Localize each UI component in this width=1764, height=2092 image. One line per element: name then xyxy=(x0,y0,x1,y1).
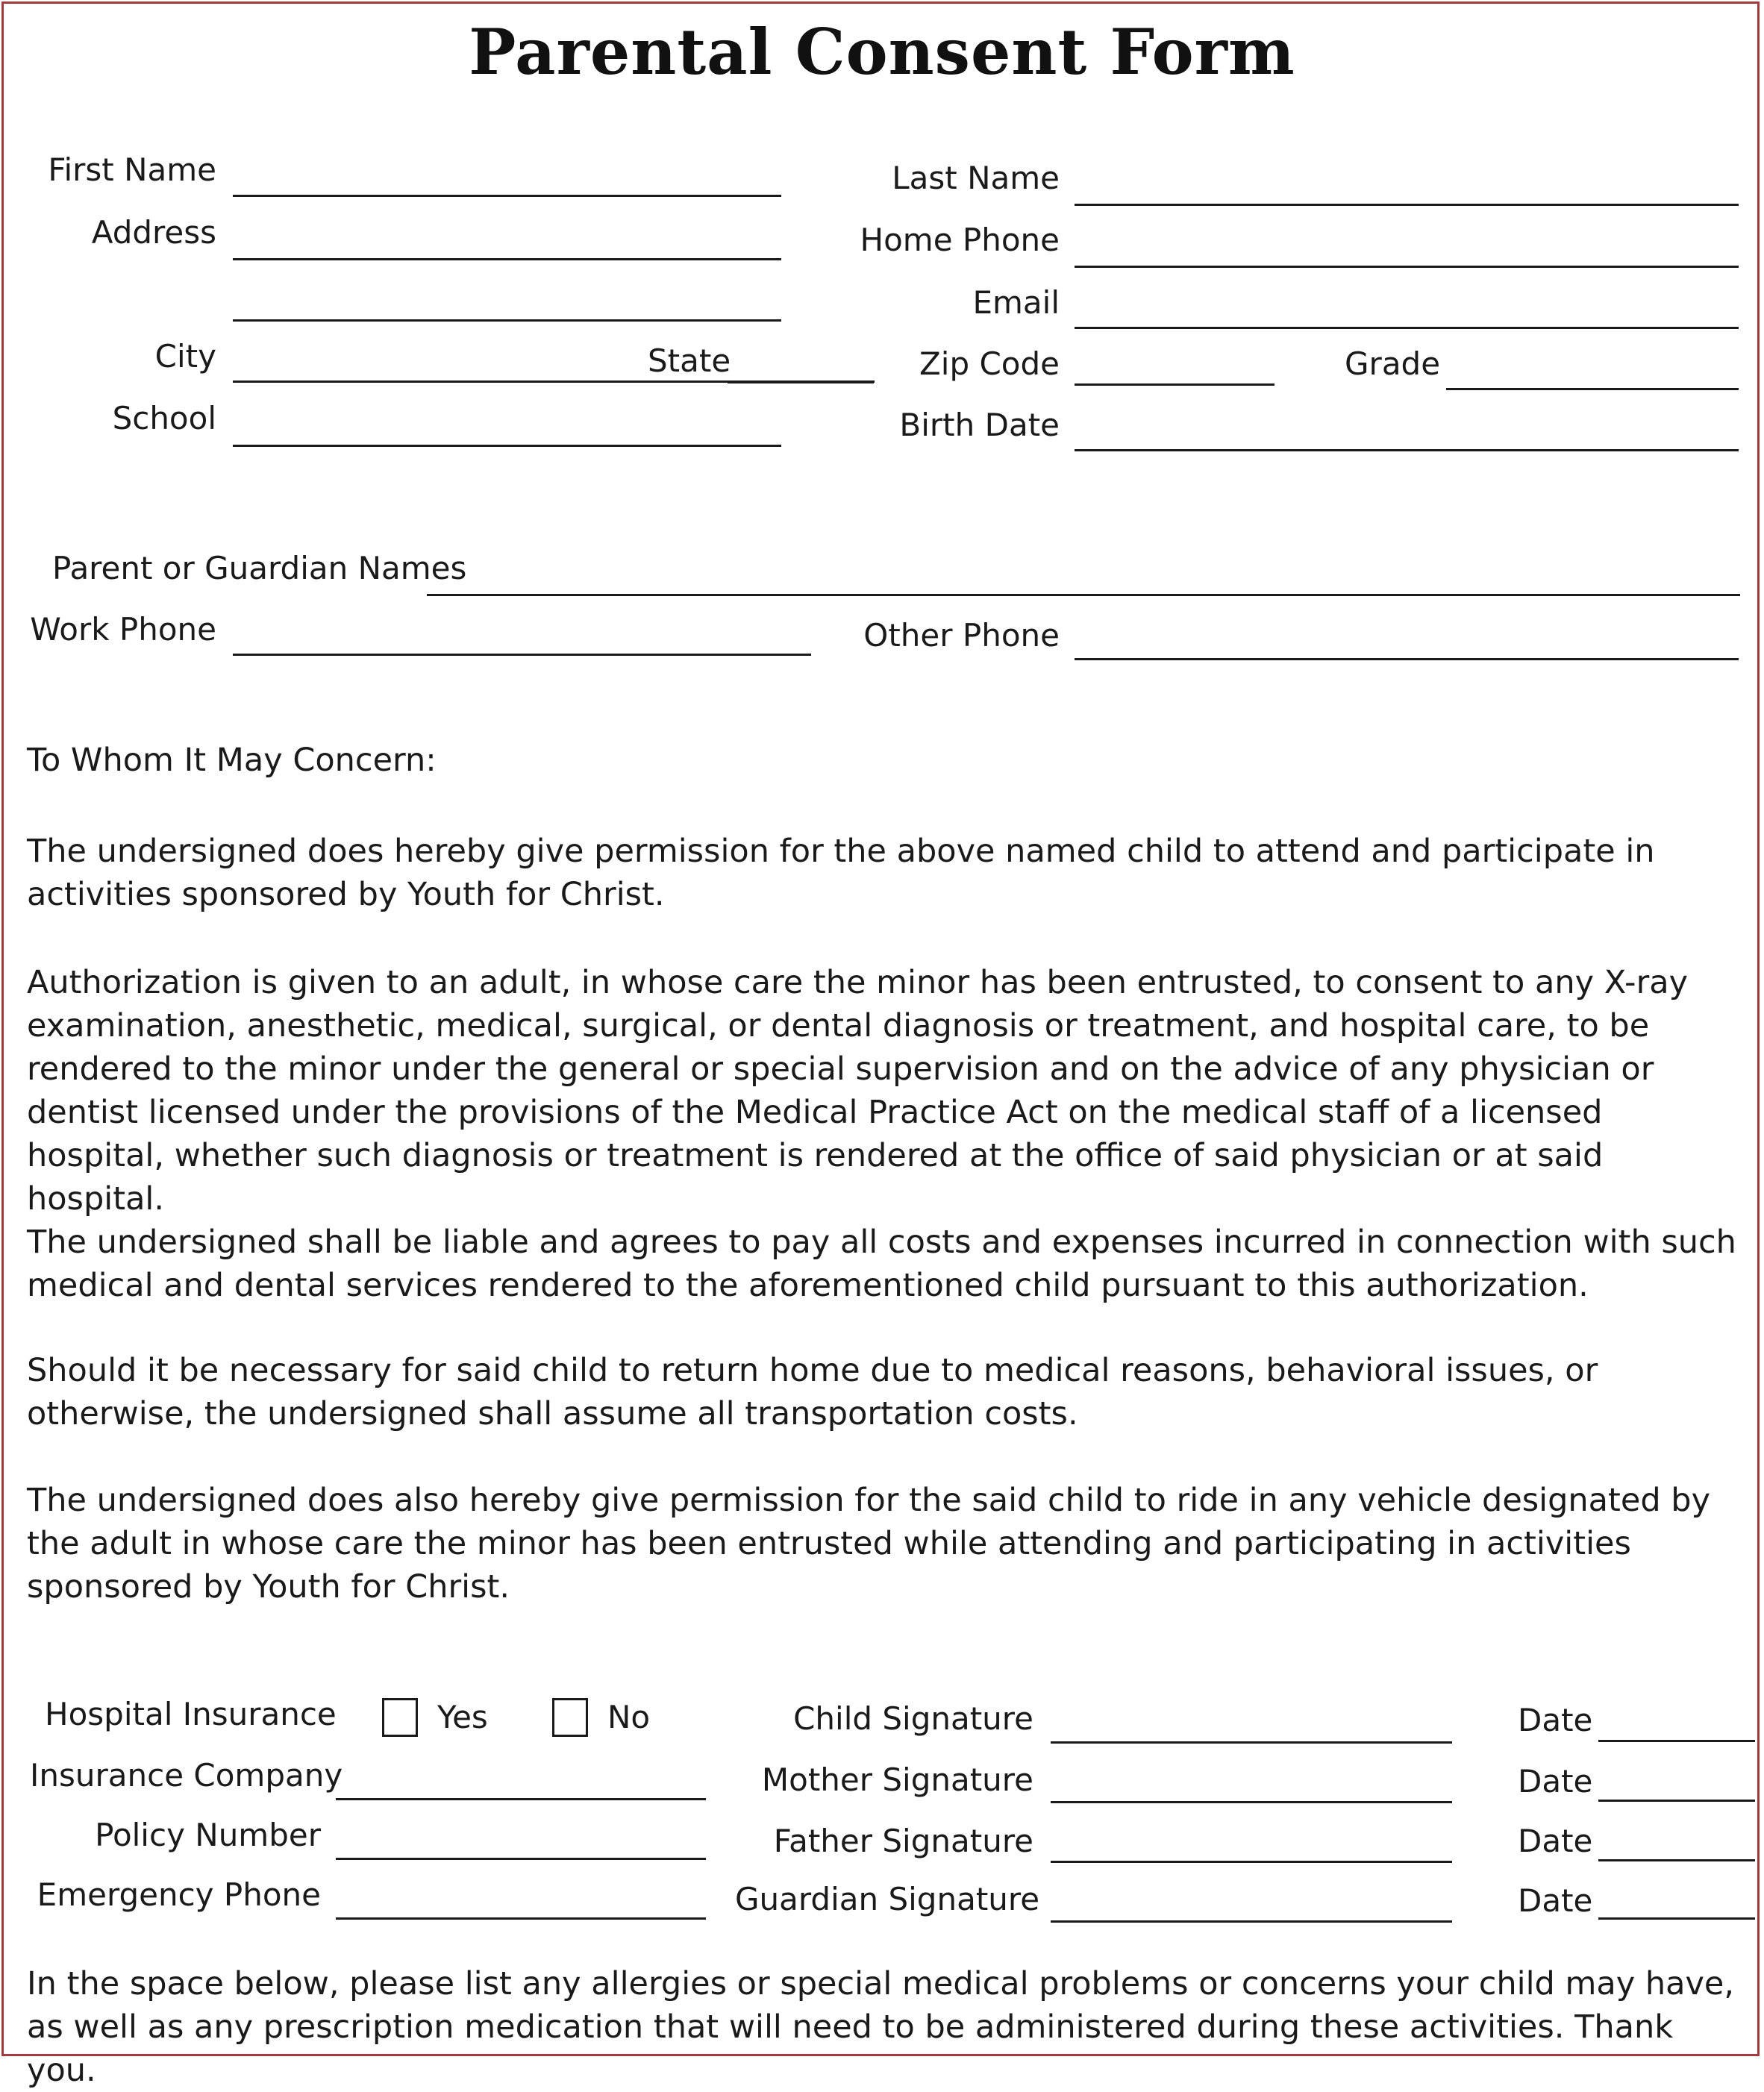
policy-number-label: Policy Number xyxy=(95,1817,321,1853)
parent-names-label: Parent or Guardian Names xyxy=(52,550,467,586)
email-field[interactable] xyxy=(1075,327,1739,329)
child-signature-field[interactable] xyxy=(1051,1741,1452,1744)
home-phone-field[interactable] xyxy=(1075,266,1739,268)
child-date-label: Date xyxy=(1518,1702,1593,1738)
address-field-line2[interactable] xyxy=(233,319,781,322)
insurance-company-field[interactable] xyxy=(336,1798,706,1800)
other-phone-label: Other Phone xyxy=(863,617,1060,654)
first-name-field[interactable] xyxy=(233,195,781,197)
mother-date-label: Date xyxy=(1518,1763,1593,1800)
last-name-label: Last Name xyxy=(892,160,1060,196)
school-field[interactable] xyxy=(233,445,781,447)
permission-paragraph: The undersigned does hereby give permission for the above named child to attend and participate in activities sponsored by Youth for Christ. xyxy=(27,833,1655,913)
last-name-field[interactable] xyxy=(1075,204,1739,206)
guardian-date-label: Date xyxy=(1518,1882,1593,1919)
work-phone-field[interactable] xyxy=(233,654,811,656)
transportation-paragraph: Should it be necessary for said child to return home due to medical reasons, behavioral issues, or otherwise, the undersigned shall assume all transportation costs. xyxy=(27,1352,1598,1432)
father-date-label: Date xyxy=(1518,1823,1593,1859)
child-date-field[interactable] xyxy=(1598,1740,1755,1742)
address-label: Address xyxy=(91,214,216,251)
email-label: Email xyxy=(972,284,1060,321)
form-title: Parental Consent Form xyxy=(469,15,1295,89)
birth-date-label: Birth Date xyxy=(899,407,1060,443)
liability-paragraph: The undersigned shall be liable and agrees to pay all costs and expenses incurred in connection with such medical and dental services rendered to the aforementioned child pursuant to this authorization. xyxy=(27,1224,1736,1304)
guardian-signature-field[interactable] xyxy=(1051,1920,1452,1923)
first-name-label: First Name xyxy=(48,151,216,188)
authorization-paragraph: Authorization is given to an adult, in whose care the minor has been entrusted, to consent to any X-ray examination, anesthetic, medical, surgical, or dental diagnosis or treatment, and hospital care, to be rendered to the minor under the general or special supervision and on the advice of any physician or dentist licensed under the provisions of the Medical Practice Act on the medical staff of a licensed hospital, whether such diagnosis or treatment is rendered at the office of said physician or at said hospital. xyxy=(27,964,1689,1218)
grade-field[interactable] xyxy=(1446,388,1739,390)
guardian-date-field[interactable] xyxy=(1598,1917,1755,1920)
salutation: To Whom It May Concern: xyxy=(27,742,437,779)
other-phone-field[interactable] xyxy=(1075,658,1739,660)
mother-signature-label: Mother Signature xyxy=(761,1761,1033,1798)
insurance-company-label: Insurance Company xyxy=(30,1757,343,1794)
child-signature-label: Child Signature xyxy=(793,1700,1033,1737)
parent-names-field[interactable] xyxy=(427,594,1740,596)
grade-label: Grade xyxy=(1345,345,1441,382)
insurance-no-label: No xyxy=(607,1699,651,1735)
school-label: School xyxy=(112,400,216,436)
father-signature-field[interactable] xyxy=(1051,1861,1452,1863)
address-field[interactable] xyxy=(233,258,781,260)
emergency-phone-label: Emergency Phone xyxy=(37,1876,321,1913)
vehicle-paragraph: The undersigned does also hereby give permission for the said child to ride in any vehicle designated by the adult in whose care the minor has been entrusted while attending and participating in activities sponsored by Youth for Christ. xyxy=(27,1482,1711,1606)
emergency-phone-field[interactable] xyxy=(336,1917,706,1920)
birth-date-field[interactable] xyxy=(1075,449,1739,451)
policy-number-field[interactable] xyxy=(336,1858,706,1860)
mother-date-field[interactable] xyxy=(1598,1800,1755,1802)
allergies-instructions: In the space below, please list any allergies or special medical problems or concerns your child may have, as well as any prescription medication that will need to be administered during these activities. Thank you. xyxy=(27,1965,1735,2089)
zip-code-field[interactable] xyxy=(1075,383,1274,386)
insurance-no-checkbox[interactable] xyxy=(552,1698,588,1737)
father-signature-label: Father Signature xyxy=(773,1823,1033,1859)
city-label: City xyxy=(154,338,216,375)
mother-signature-field[interactable] xyxy=(1051,1801,1452,1803)
insurance-yes-checkbox[interactable] xyxy=(382,1698,418,1737)
insurance-yes-label: Yes xyxy=(437,1699,488,1735)
guardian-signature-label: Guardian Signature xyxy=(735,1881,1040,1917)
hospital-insurance-label: Hospital Insurance xyxy=(45,1696,337,1732)
zip-code-label: Zip Code xyxy=(919,345,1060,382)
state-label: State xyxy=(648,342,731,379)
home-phone-label: Home Phone xyxy=(860,222,1060,258)
work-phone-label: Work Phone xyxy=(30,611,216,648)
father-date-field[interactable] xyxy=(1598,1859,1755,1861)
